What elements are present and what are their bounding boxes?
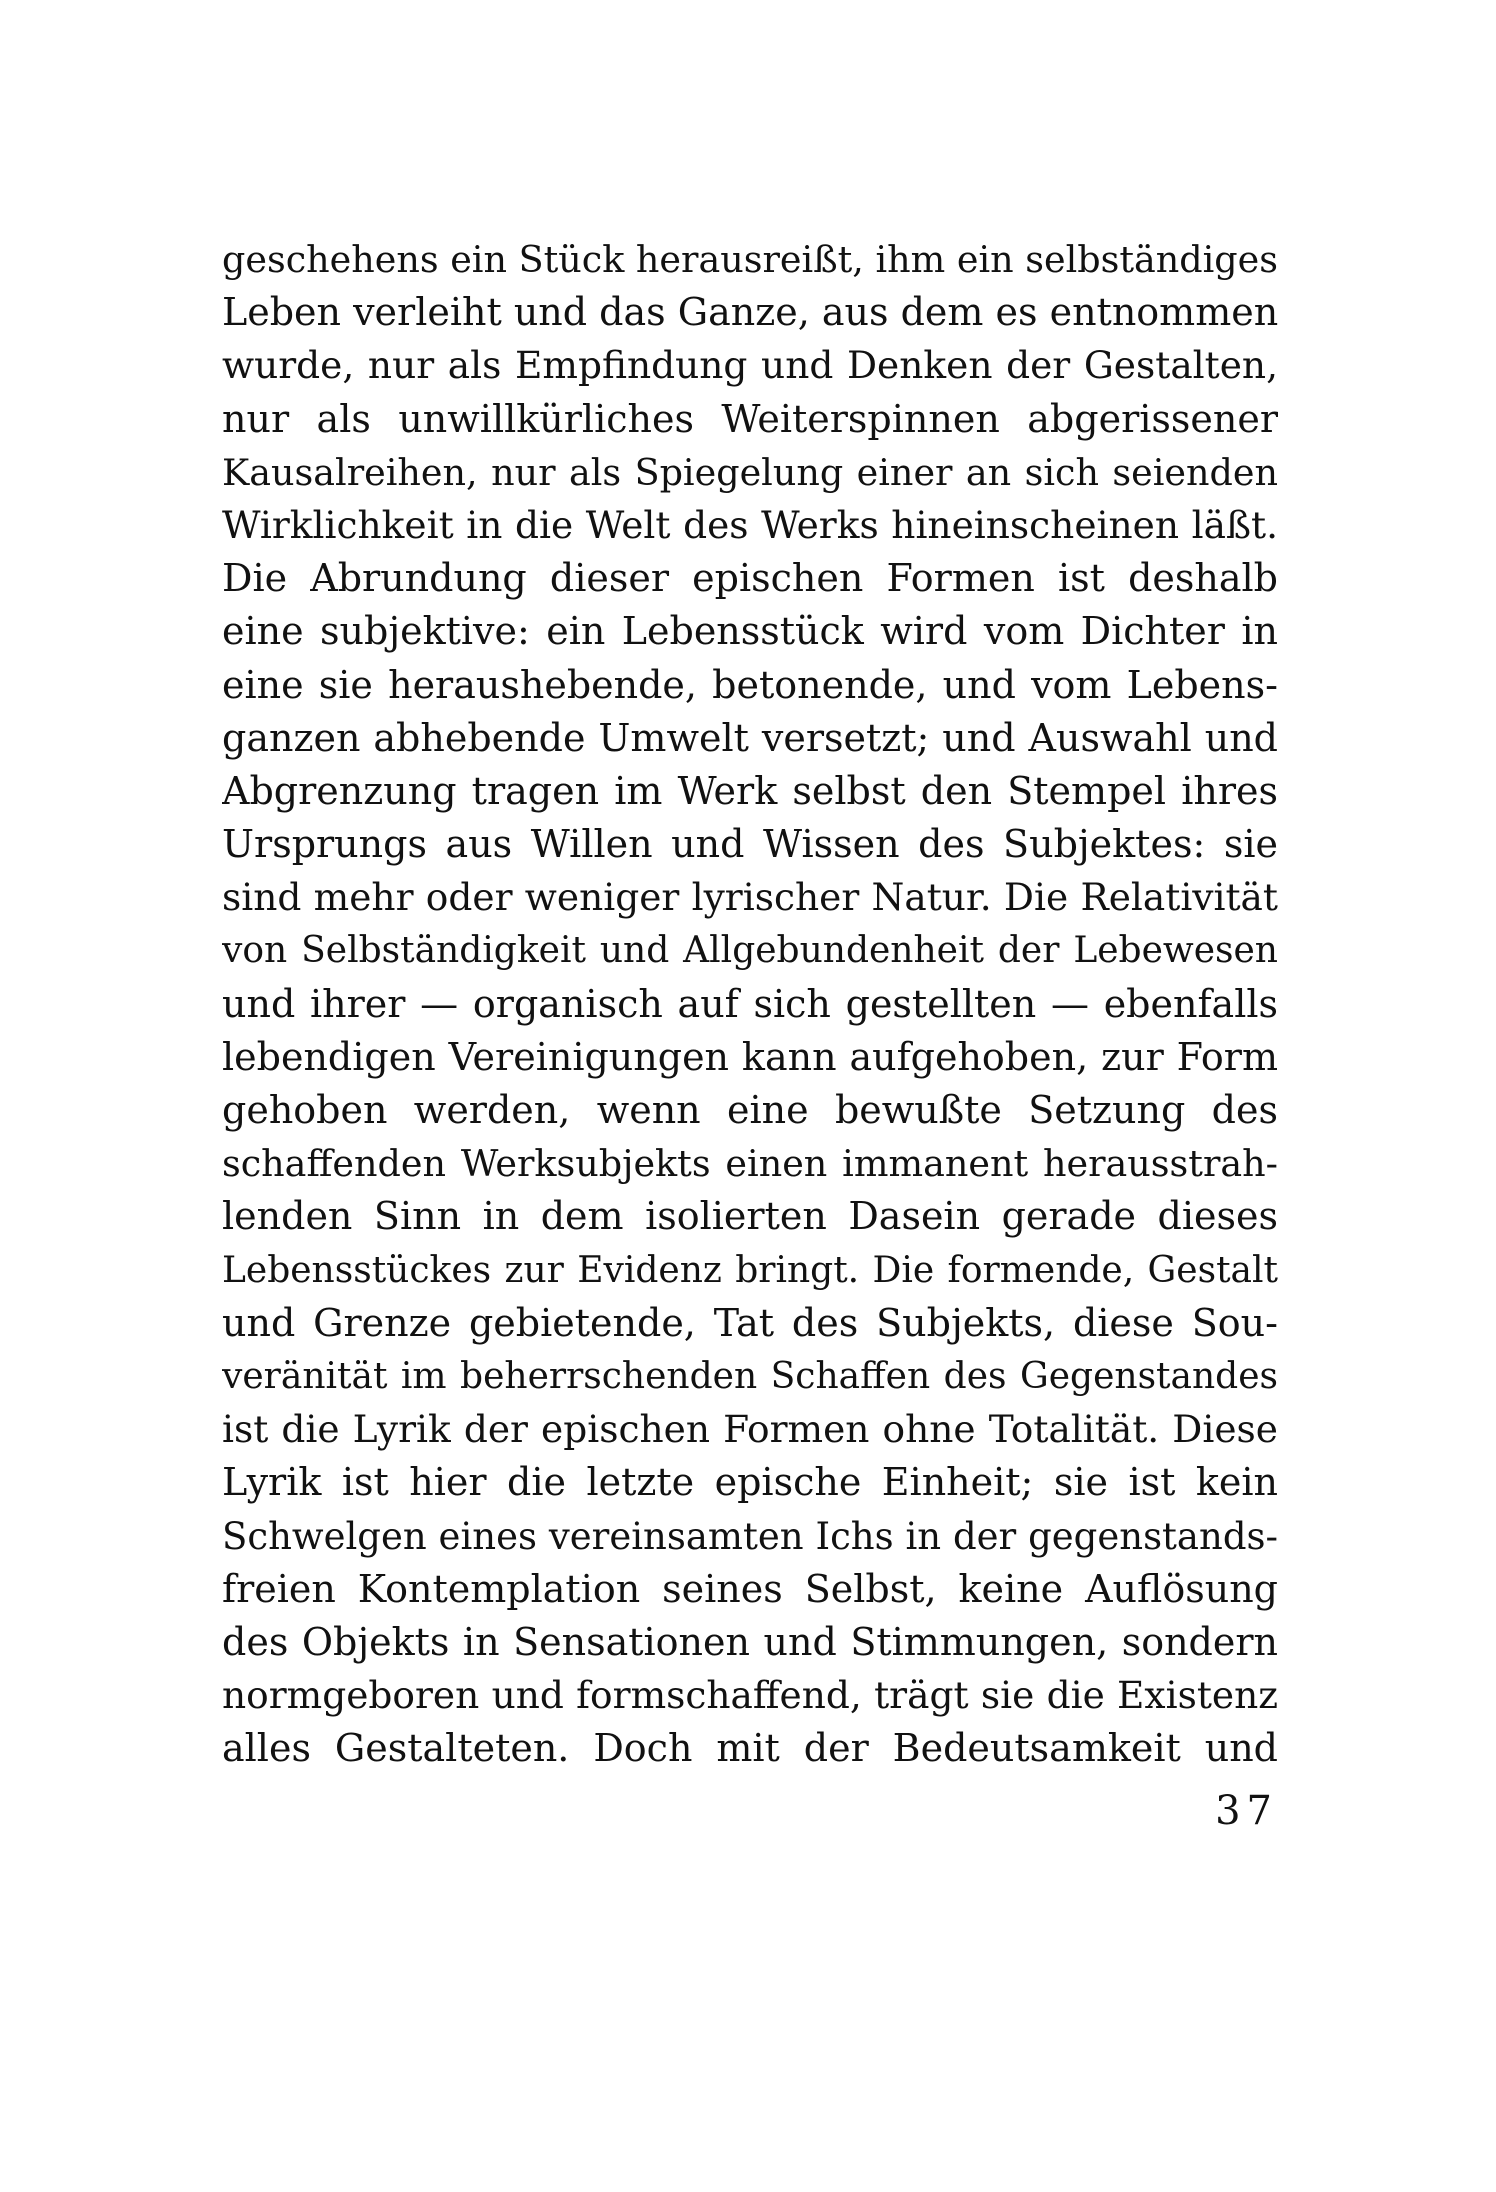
text-line: Lebensstückes zur Evidenz bringt. Die formende, Gestalt [222,1249,1278,1291]
text-line: lenden Sinn in dem isolierten Dasein gerade dieses [222,1194,1278,1239]
text-line: Ursprungs aus Willen und Wissen des Subjektes: sie [222,822,1278,867]
text-line: des Objekts in Sensationen und Stimmungen, sondern [222,1619,1278,1664]
body-text [222,233,1278,1775]
text-line: von Selbständigkeit und Allgebundenheit der Lebewesen [222,930,1278,972]
text-line: sind mehr oder weniger lyrischer Natur. Die Relativität [222,875,1278,920]
text-line: ist die Lyrik der epischen Formen ohne Totalität. Diese [222,1407,1278,1452]
text-line: schaffenden Werksubjekts einen immanent herausstrah- [222,1142,1278,1186]
text-line: wurde, nur als Empfindung und Denken der Gestalten, [222,343,1278,388]
text-line: Lyrik ist hier die letzte epische Einheit; sie ist kein [222,1460,1278,1505]
page-number: 37 [1215,1788,1278,1834]
text-line: Abgrenzung tragen im Werk selbst den Stempel ihres [222,768,1278,813]
text-line: eine sie heraushebende, betonende, und vom Lebens- [222,662,1278,707]
text-line: Kausalreihen, nur als Spiegelung einer an sich seienden [222,450,1278,494]
text-line: geschehens ein Stück herausreißt, ihm ein selbständiges [222,238,1278,281]
text-line: ganzen abhebende Umwelt versetzt; und Auswahl und [222,715,1278,760]
text-line: gehoben werden, wenn eine bewußte Setzung des [222,1088,1278,1132]
text-line: nur als unwillkürliches Weiterspinnen abgerissener [222,396,1278,441]
text-line: freien Kontemplation seines Selbst, keine Auflösung [222,1566,1278,1611]
text-line: alles Gestalteten. Doch mit der Bedeutsamkeit und [222,1726,1278,1771]
text-line: lebendigen Vereinigungen kann aufgehoben, zur Form [222,1034,1278,1079]
text-line: eine subjektive: ein Lebensstück wird vom Dichter in [222,609,1278,654]
text-line: und ihrer — organisch auf sich gestellten — ebenfalls [222,981,1278,1026]
text-line: und Grenze gebietende, Tat des Subjekts, diese Sou- [222,1300,1278,1345]
text-line: Leben verleiht und das Ganze, aus dem es entnommen [222,290,1278,335]
text-line: Wirklichkeit in die Welt des Werks hineinscheinen läßt. [222,502,1278,547]
text-line: Die Abrundung dieser epischen Formen ist deshalb [222,556,1278,601]
text-line: Schwelgen eines vereinsamten Ichs in der gegenstands- [222,1514,1278,1558]
text-line: normgeboren und formschaffend, trägt sie die Existenz [222,1673,1278,1718]
text-line: veränität im beherrschenden Schaffen des Gegenstandes [222,1355,1278,1397]
